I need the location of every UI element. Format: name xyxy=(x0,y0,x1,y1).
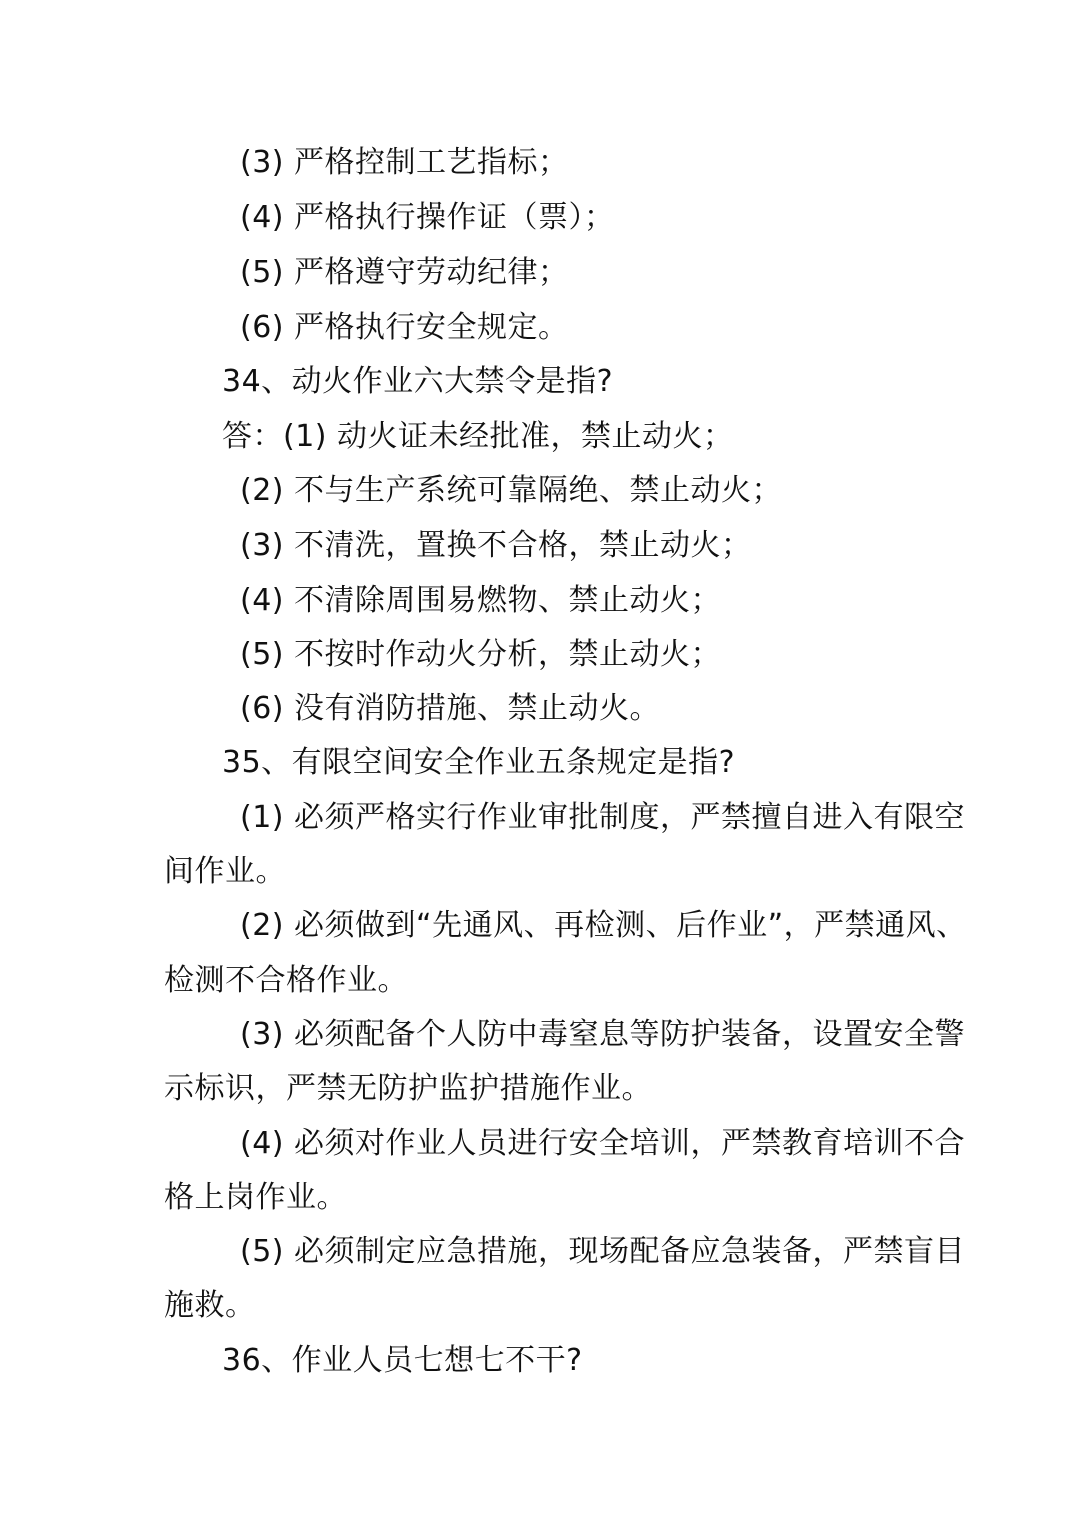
text-line: 检测不合格作业。 xyxy=(164,963,408,998)
question-heading: 35、有限空间安全作业五条规定是指? xyxy=(222,745,736,780)
text-line: 施救。 xyxy=(164,1288,256,1323)
text-line: (6) 严格执行安全规定。 xyxy=(240,310,569,345)
text-line: (5) 必须制定应急措施，现场配备应急装备，严禁盲目 xyxy=(240,1234,966,1269)
text-line: (2) 必须做到“先通风、再检测、后作业”，严禁通风、 xyxy=(240,908,967,943)
text-line: (5) 不按时作动火分析，禁止动火； xyxy=(240,637,722,672)
text-line: (3) 不清洗，置换不合格，禁止动火； xyxy=(240,528,752,563)
text-line: (5) 严格遵守劳动纪律； xyxy=(240,255,569,290)
text-line: (4) 必须对作业人员进行安全培训，严禁教育培训不合 xyxy=(240,1126,966,1161)
text-line: (6) 没有消防措施、禁止动火。 xyxy=(240,691,661,726)
question-heading: 36、作业人员七想七不干? xyxy=(222,1343,583,1378)
text-line: (4) 不清除周围易燃物、禁止动火； xyxy=(240,583,722,618)
text-line: 示标识，严禁无防护监护措施作业。 xyxy=(164,1071,652,1106)
text-line: (4) 严格执行操作证（票）； xyxy=(240,200,615,235)
text-line: (2) 不与生产系统可靠隔绝、禁止动火； xyxy=(240,473,783,508)
text-line: (3) 严格控制工艺指标； xyxy=(240,145,569,180)
question-heading: 34、动火作业六大禁令是指? xyxy=(222,364,614,399)
text-line: 格上岗作业。 xyxy=(164,1180,347,1215)
text-line: (1) 必须严格实行作业审批制度，严禁擅自进入有限空 xyxy=(240,800,966,835)
text-line: 间作业。 xyxy=(164,854,286,889)
text-line: (3) 必须配备个人防中毒窒息等防护装备，设置安全警 xyxy=(240,1017,966,1052)
text-line: 答：(1) 动火证未经批准，禁止动火； xyxy=(222,419,734,454)
